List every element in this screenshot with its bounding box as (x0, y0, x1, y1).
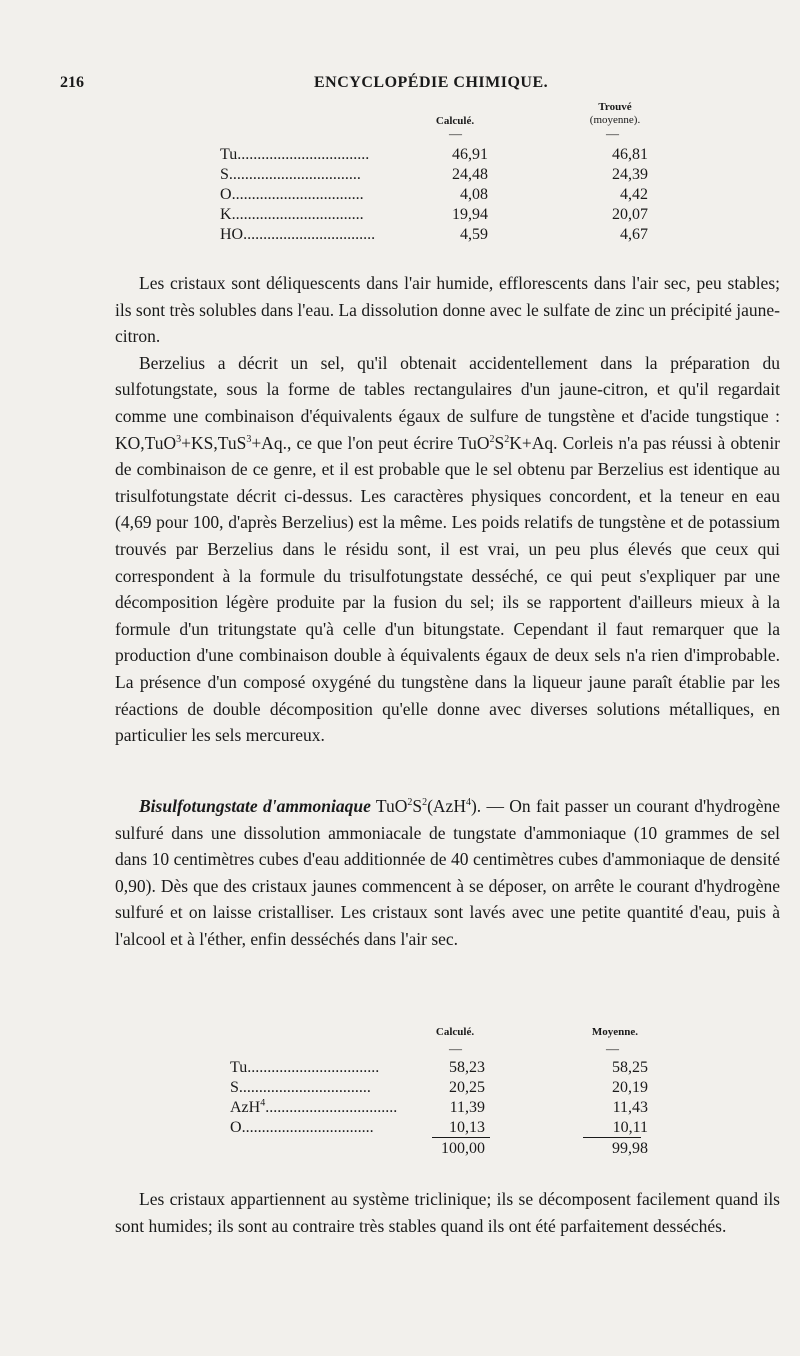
table-row (0, 1099, 800, 1119)
compound-title: Bisulfotungstate d'ammoniaque (139, 796, 371, 816)
col-header-calc: Calculé. (435, 1026, 475, 1038)
row-found-value: 4,42 (620, 186, 648, 203)
body-text-section-1 (115, 270, 780, 749)
table-row (0, 166, 800, 186)
row-found-value: 24,39 (612, 166, 648, 183)
col-header-calc: Calculé. (435, 115, 475, 127)
row-calc-value: 24,48 (452, 166, 488, 183)
table-row (0, 146, 800, 166)
table-row (0, 226, 800, 246)
row-calc-value: 58,23 (449, 1059, 485, 1076)
row-label: S................................. (220, 166, 361, 183)
row-calc-value: 11,39 (449, 1099, 485, 1116)
running-title: ENCYCLOPÉDIE CHIMIQUE. (314, 74, 549, 91)
row-label: AzH$^4$................................. (230, 1099, 398, 1116)
col-dash-calc: — (449, 1041, 462, 1056)
paragraph-bisulfotungstate: Bisulfotungstate d'ammoniaque $TuO^2S^2(AzH^4)$. — On fait passer un courant d'hydrogène sulfuré dans une dissolution ammoniacale de tungstate d'ammoniaque (10 grammes de sel dans 10 centimètres cubes d'eau additionnée de 40 centimètres cubes d'ammoniaque de densité 0,90). Dès que des cristaux jaunes commencent à se déposer, on arrête le courant d'hydrogène sulfuré et on laisse cristalliser. Les cristaux sont lavés avec une petite quantité d'eau, puis à l'alcool et à l'éther, enfin desséchés dans l'air sec. (115, 796, 781, 949)
paragraph-berzelius: Berzelius a décrit un sel, qu'il obtenait accidentellement dans la préparation du sulfotungstate, sous la forme de tables rectangulaires d'un jaune-citron, et qu'il regardait comme une combinaison d'équivalents égaux de sulfure de tungstène et d'acide tungstique : KO,TuO$^3$+KS,TuS$^3$+Aq., ce que l'on peut écrire $TuO^2S^2K+Aq$. Corleis n'a pas réussi à obtenir de combinaison de ce genre, et il est probable que le sel obtenu par Berzelius est identique au trisulfotungstate décrit ci-dessus. Les caractères physiques concordent, et la teneur en eau (4,69 pour 100, d'après Berzelius) est la même. Les poids relatifs de tungstène et de potassium trouvés par Berzelius dans le résidu sont, il est vrai, un peu plus élevés que ceux qui correspondent à la formule du trisulfotungstate desséché, ce qui peut s'expliquer par une décomposition légère produite par la fusion du sel; ils se rapportent d'ailleurs mieux à la formule d'un tritungstate qu'à celle d'un bitungstate. Cependant il faut remarquer que la production d'une combinaison double à équivalents égaux de deux sels n'a rien d'improbable. La présence d'un composé oxygéné du tungstène dans la liqueur jaune paraît établie par les réactions de double décomposition qu'elle donne avec diverses solutions métalliques, en particulier les sels mercureux. (115, 352, 781, 746)
body-text-section-2 (115, 793, 780, 953)
col-header-found-line2: (moyenne). (589, 114, 641, 126)
row-calc-value: 4,59 (460, 226, 488, 243)
body-text-section-3 (115, 1186, 780, 1239)
table-row (0, 1079, 800, 1099)
col-header-found-line1: Trouvé (598, 101, 632, 113)
row-calc-value: 20,25 (449, 1079, 485, 1096)
col-dash-found: — (606, 126, 619, 141)
paragraph-triclinic: Les cristaux appartiennent au système triclinique; ils se décomposent facilement quand ils sont humides; ils sont au contraire très stables quand ils ont été parfaitement desséchés. (115, 1189, 780, 1236)
row-found-value: 10,11 (612, 1119, 648, 1136)
row-found-value: 58,25 (612, 1059, 648, 1076)
row-label: K................................. (220, 206, 364, 223)
row-calc-value: 19,94 (452, 206, 488, 223)
row-calc-value: 10,13 (449, 1119, 485, 1136)
table-row (0, 206, 800, 226)
table-total-row (0, 1140, 800, 1160)
sum-rule-calc (432, 1137, 490, 1138)
table-row (0, 1119, 800, 1139)
col-header-found: Moyenne. (591, 1026, 639, 1038)
row-found-value: 4,67 (620, 226, 648, 243)
paragraph-deliquescent: Les cristaux sont déliquescents dans l'air humide, efflorescents dans l'air sec, peu stables; ils sont très solubles dans l'eau. La dissolution donne avec le sulfate de zinc un précipité jaune-citron. (115, 273, 780, 347)
total-found-value: 99,98 (612, 1140, 648, 1157)
row-found-value: 46,81 (612, 146, 648, 163)
col-dash-found: — (606, 1041, 619, 1056)
col-header-found (560, 101, 670, 127)
row-label: S................................. (230, 1079, 371, 1096)
table-row (0, 1059, 800, 1079)
row-label: Tu................................. (230, 1059, 380, 1076)
row-label: HO................................. (220, 226, 376, 243)
page-header (0, 74, 800, 94)
row-calc-value: 46,91 (452, 146, 488, 163)
row-found-value: 11,43 (612, 1099, 648, 1116)
row-label: O................................. (220, 186, 364, 203)
sum-rule-found (583, 1137, 641, 1138)
table-row (0, 186, 800, 206)
col-dash-calc: — (449, 126, 462, 141)
row-label: Tu................................. (220, 146, 370, 163)
row-label: O................................. (230, 1119, 374, 1136)
page-number: 216 (60, 74, 84, 91)
row-found-value: 20,19 (612, 1079, 648, 1096)
row-calc-value: 4,08 (460, 186, 488, 203)
total-calc-value: 100,00 (441, 1140, 485, 1157)
row-found-value: 20,07 (612, 206, 648, 223)
